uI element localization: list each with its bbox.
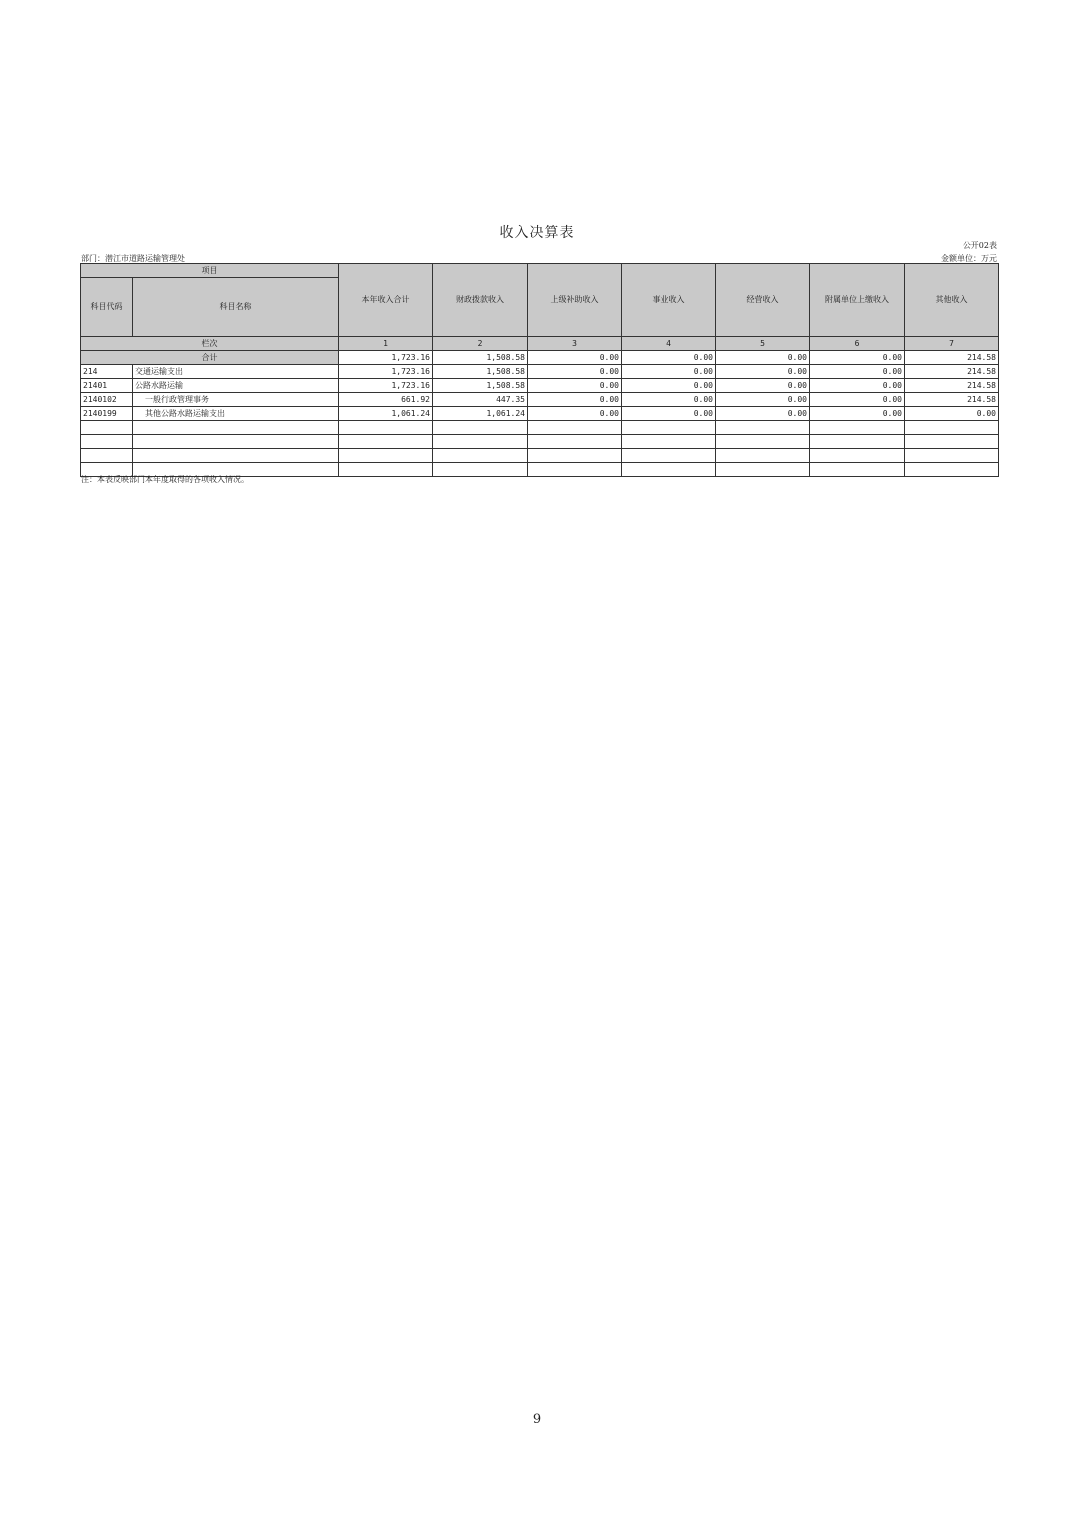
- cell-value: 1,061.24: [433, 407, 528, 421]
- table-row: [81, 393, 999, 407]
- cell-value: 0.00: [810, 365, 905, 379]
- total-value: 0.00: [810, 351, 905, 365]
- cell-value: 0.00: [528, 365, 622, 379]
- cell-value: 447.35: [433, 393, 528, 407]
- subject-name: 其他公路水路运输支出: [133, 407, 339, 421]
- cell-value: 1,723.16: [339, 365, 433, 379]
- unit-label: 金额单位：万元: [941, 254, 997, 263]
- cell-value: 1,723.16: [339, 379, 433, 393]
- total-value: 1,723.16: [339, 351, 433, 365]
- cell-value: 0.00: [528, 407, 622, 421]
- column-index: 7: [905, 337, 999, 351]
- column-index: 4: [622, 337, 716, 351]
- subject-code: 2140199: [81, 407, 133, 421]
- subject-name: 公路水路运输: [133, 379, 339, 393]
- code-header: 科目代码: [81, 278, 133, 337]
- column-index: 6: [810, 337, 905, 351]
- cell-value: 0.00: [716, 365, 810, 379]
- total-value: 0.00: [528, 351, 622, 365]
- report-title: 收入决算表: [499, 225, 575, 241]
- project-header: 项目: [81, 264, 339, 278]
- total-value: 1,508.58: [433, 351, 528, 365]
- cell-value: 214.58: [905, 365, 999, 379]
- cell-value: 0.00: [810, 407, 905, 421]
- empty-row: [81, 421, 999, 435]
- cell-value: 1,508.58: [433, 379, 528, 393]
- cell-value: 214.58: [905, 393, 999, 407]
- column-index: 1: [339, 337, 433, 351]
- col-header: 上级补助收入: [528, 264, 622, 337]
- table-row: [81, 407, 999, 421]
- cell-value: 214.58: [905, 379, 999, 393]
- subject-name: 一般行政管理事务: [133, 393, 339, 407]
- income-table: [80, 263, 999, 477]
- cell-value: 0.00: [528, 379, 622, 393]
- cell-value: 1,061.24: [339, 407, 433, 421]
- col-header: 事业收入: [622, 264, 716, 337]
- table-row: [81, 365, 999, 379]
- cell-value: 0.00: [528, 393, 622, 407]
- total-value: 214.58: [905, 351, 999, 365]
- total-row: [81, 351, 999, 365]
- col-header: 财政拨款收入: [433, 264, 528, 337]
- department-label: 部门：潜江市道路运输管理处: [81, 254, 185, 263]
- name-header: 科目名称: [133, 278, 339, 337]
- column-index: 5: [716, 337, 810, 351]
- column-index-row: [81, 337, 999, 351]
- cell-value: 0.00: [716, 393, 810, 407]
- total-label: 合计: [81, 351, 339, 365]
- column-index-label: 栏次: [81, 337, 339, 351]
- col-header: 本年收入合计: [339, 264, 433, 337]
- col-header: 经营收入: [716, 264, 810, 337]
- cell-value: 0.00: [810, 393, 905, 407]
- cell-value: 0.00: [622, 407, 716, 421]
- cell-value: 0.00: [622, 379, 716, 393]
- cell-value: 0.00: [905, 407, 999, 421]
- cell-value: 1,508.58: [433, 365, 528, 379]
- subject-name: 交通运输支出: [133, 365, 339, 379]
- cell-value: 0.00: [810, 379, 905, 393]
- empty-row: [81, 449, 999, 463]
- col-header: 其他收入: [905, 264, 999, 337]
- column-index: 3: [528, 337, 622, 351]
- subject-code: 2140102: [81, 393, 133, 407]
- subject-code: 21401: [81, 379, 133, 393]
- table-row: [81, 379, 999, 393]
- empty-row: [81, 435, 999, 449]
- total-value: 0.00: [716, 351, 810, 365]
- column-index: 2: [433, 337, 528, 351]
- cell-value: 0.00: [622, 393, 716, 407]
- cell-value: 0.00: [716, 379, 810, 393]
- cell-value: 0.00: [716, 407, 810, 421]
- subject-code: 214: [81, 365, 133, 379]
- cell-value: 0.00: [622, 365, 716, 379]
- table-note: 注：本表反映部门本年度取得的各项收入情况。: [81, 475, 249, 484]
- total-value: 0.00: [622, 351, 716, 365]
- page-number: 9: [532, 1412, 542, 1427]
- form-number: 公开02表: [962, 241, 997, 250]
- col-header: 附属单位上缴收入: [810, 264, 905, 337]
- cell-value: 661.92: [339, 393, 433, 407]
